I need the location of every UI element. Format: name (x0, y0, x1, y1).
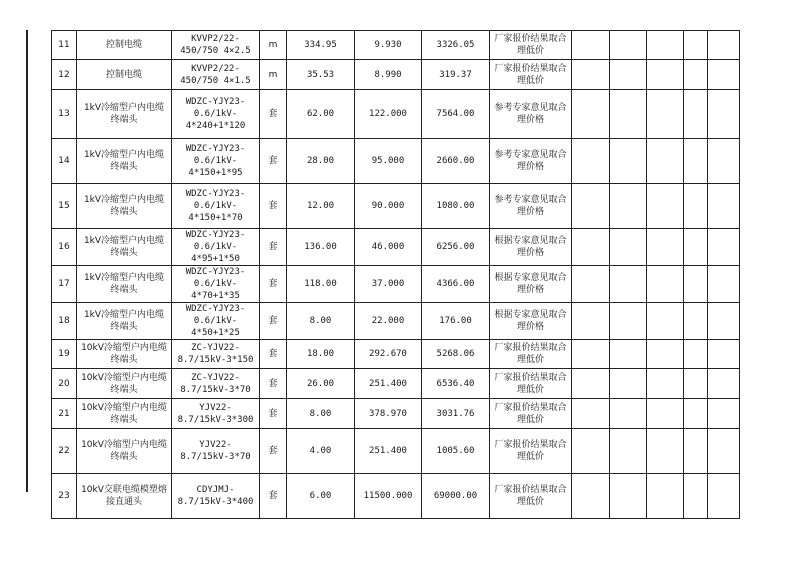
empty-cell (708, 139, 740, 184)
total-price: 7564.00 (422, 90, 490, 139)
price-table (51, 30, 740, 519)
price-basis: 根据专家意见取合理价格 (490, 266, 572, 303)
row-number: 20 (52, 369, 77, 399)
table-row (52, 303, 740, 340)
item-spec: WDZC-YJY23-0.6/1kV-4*95+1*50 (172, 229, 260, 266)
item-spec: WDZC-YJY23-0.6/1kV-4*240+1*120 (172, 90, 260, 139)
row-number: 17 (52, 266, 77, 303)
item-unit: 套 (260, 474, 287, 519)
empty-cell (684, 229, 708, 266)
empty-cell (708, 369, 740, 399)
total-price: 6256.00 (422, 229, 490, 266)
table-row (52, 399, 740, 429)
item-quantity: 8.00 (287, 303, 355, 340)
item-spec: ZC-YJV22-8.7/15kV-3*150 (172, 340, 260, 369)
price-basis: 厂家报价结果取合理低价 (490, 340, 572, 369)
item-unit: 套 (260, 184, 287, 229)
item-spec: YJV22-8.7/15kV-3*300 (172, 399, 260, 429)
empty-cell (647, 340, 684, 369)
empty-cell (684, 303, 708, 340)
row-number: 19 (52, 340, 77, 369)
item-name: 1kV冷缩型户内电缆终端头 (77, 139, 172, 184)
total-price: 1005.60 (422, 429, 490, 474)
empty-cell (572, 229, 610, 266)
total-price: 319.37 (422, 60, 490, 90)
empty-cell (684, 266, 708, 303)
item-quantity: 12.00 (287, 184, 355, 229)
item-quantity: 35.53 (287, 60, 355, 90)
empty-cell (647, 139, 684, 184)
table-row (52, 184, 740, 229)
price-basis: 根据专家意见取合理价格 (490, 303, 572, 340)
item-quantity: 62.00 (287, 90, 355, 139)
empty-cell (647, 474, 684, 519)
row-number: 11 (52, 31, 77, 60)
item-spec: CDYJMJ-8.7/15kV-3*400 (172, 474, 260, 519)
item-unit: 套 (260, 90, 287, 139)
empty-cell (572, 399, 610, 429)
unit-price: 251.400 (355, 429, 422, 474)
item-unit: 套 (260, 429, 287, 474)
total-price: 3326.05 (422, 31, 490, 60)
item-name: 10kV交联电缆模塑熔接直通头 (77, 474, 172, 519)
empty-cell (708, 429, 740, 474)
item-quantity: 28.00 (287, 139, 355, 184)
unit-price: 90.000 (355, 184, 422, 229)
price-basis: 厂家报价结果取合理低价 (490, 429, 572, 474)
row-number: 16 (52, 229, 77, 266)
table-row (52, 139, 740, 184)
empty-cell (572, 474, 610, 519)
item-spec: WDZC-YJY23-0.6/1kV-4*150+1*70 (172, 184, 260, 229)
row-number: 22 (52, 429, 77, 474)
empty-cell (610, 229, 647, 266)
unit-price: 46.000 (355, 229, 422, 266)
item-quantity: 136.00 (287, 229, 355, 266)
total-price: 5268.06 (422, 340, 490, 369)
row-number: 18 (52, 303, 77, 340)
table-row (52, 474, 740, 519)
empty-cell (572, 266, 610, 303)
total-price: 176.00 (422, 303, 490, 340)
empty-cell (610, 266, 647, 303)
empty-cell (610, 474, 647, 519)
empty-cell (572, 31, 610, 60)
empty-cell (610, 90, 647, 139)
total-price: 6536.40 (422, 369, 490, 399)
item-name: 控制电缆 (77, 31, 172, 60)
empty-cell (572, 184, 610, 229)
item-name: 10kV冷缩型户内电缆终端头 (77, 369, 172, 399)
row-number: 23 (52, 474, 77, 519)
empty-cell (610, 31, 647, 60)
item-name: 1kV冷缩型户内电缆终端头 (77, 90, 172, 139)
table-row (52, 429, 740, 474)
price-basis: 根据专家意见取合理价格 (490, 229, 572, 266)
item-name: 1kV冷缩型户内电缆终端头 (77, 266, 172, 303)
empty-cell (610, 184, 647, 229)
empty-cell (708, 90, 740, 139)
item-unit: m (260, 31, 287, 60)
empty-cell (647, 266, 684, 303)
price-basis: 参考专家意见取合理价格 (490, 90, 572, 139)
table-row (52, 369, 740, 399)
empty-cell (610, 429, 647, 474)
empty-cell (647, 60, 684, 90)
item-unit: 套 (260, 399, 287, 429)
item-spec: KVVP2/22-450/750 4×1.5 (172, 60, 260, 90)
row-number: 12 (52, 60, 77, 90)
table-row (52, 340, 740, 369)
empty-cell (684, 90, 708, 139)
empty-cell (708, 399, 740, 429)
item-quantity: 118.00 (287, 266, 355, 303)
price-basis: 厂家报价结果取合理低价 (490, 474, 572, 519)
item-spec: KVVP2/22-450/750 4×2.5 (172, 31, 260, 60)
empty-cell (610, 139, 647, 184)
item-quantity: 18.00 (287, 340, 355, 369)
empty-cell (708, 229, 740, 266)
item-unit: 套 (260, 340, 287, 369)
unit-price: 251.400 (355, 369, 422, 399)
unit-price: 9.930 (355, 31, 422, 60)
price-basis: 参考专家意见取合理价格 (490, 184, 572, 229)
row-number: 13 (52, 90, 77, 139)
empty-cell (708, 340, 740, 369)
empty-cell (647, 90, 684, 139)
empty-cell (647, 303, 684, 340)
unit-price: 22.000 (355, 303, 422, 340)
item-spec: ZC-YJV22-8.7/15kV-3*70 (172, 369, 260, 399)
empty-cell (572, 369, 610, 399)
empty-cell (610, 399, 647, 429)
empty-cell (684, 184, 708, 229)
empty-cell (708, 31, 740, 60)
total-price: 1080.00 (422, 184, 490, 229)
item-name: 1kV冷缩型户内电缆终端头 (77, 229, 172, 266)
total-price: 69000.00 (422, 474, 490, 519)
table-row (52, 266, 740, 303)
item-quantity: 4.00 (287, 429, 355, 474)
unit-price: 11500.000 (355, 474, 422, 519)
item-name: 控制电缆 (77, 60, 172, 90)
price-basis: 厂家报价结果取合理低价 (490, 399, 572, 429)
empty-cell (572, 90, 610, 139)
empty-cell (647, 31, 684, 60)
empty-cell (684, 474, 708, 519)
item-unit: 套 (260, 369, 287, 399)
empty-cell (708, 266, 740, 303)
item-unit: 套 (260, 303, 287, 340)
item-spec: YJV22-8.7/15kV-3*70 (172, 429, 260, 474)
item-quantity: 6.00 (287, 474, 355, 519)
row-number: 15 (52, 184, 77, 229)
empty-cell (572, 340, 610, 369)
item-unit: m (260, 60, 287, 90)
empty-cell (684, 139, 708, 184)
empty-cell (708, 474, 740, 519)
empty-cell (684, 369, 708, 399)
item-name: 10kV冷缩型户内电缆终端头 (77, 429, 172, 474)
item-name: 10kV冷缩型户内电缆终端头 (77, 399, 172, 429)
empty-cell (684, 340, 708, 369)
item-name: 10kV冷缩型户内电缆终端头 (77, 340, 172, 369)
empty-cell (647, 184, 684, 229)
empty-cell (572, 60, 610, 90)
item-spec: WDZC-YJY23-0.6/1kV-4*50+1*25 (172, 303, 260, 340)
table-row (52, 60, 740, 90)
price-basis: 厂家报价结果取合理低价 (490, 31, 572, 60)
empty-cell (572, 139, 610, 184)
empty-cell (572, 429, 610, 474)
item-name: 1kV冷缩型户内电缆终端头 (77, 184, 172, 229)
item-quantity: 334.95 (287, 31, 355, 60)
empty-cell (684, 60, 708, 90)
page-margin-line (26, 30, 28, 492)
item-unit: 套 (260, 139, 287, 184)
table-row (52, 90, 740, 139)
empty-cell (684, 399, 708, 429)
price-basis: 参考专家意见取合理价格 (490, 139, 572, 184)
empty-cell (647, 429, 684, 474)
item-unit: 套 (260, 266, 287, 303)
empty-cell (610, 369, 647, 399)
empty-cell (572, 303, 610, 340)
empty-cell (708, 303, 740, 340)
item-quantity: 26.00 (287, 369, 355, 399)
unit-price: 37.000 (355, 266, 422, 303)
total-price: 4366.00 (422, 266, 490, 303)
unit-price: 292.670 (355, 340, 422, 369)
empty-cell (684, 31, 708, 60)
unit-price: 8.990 (355, 60, 422, 90)
empty-cell (708, 184, 740, 229)
row-number: 21 (52, 399, 77, 429)
item-name: 1kV冷缩型户内电缆终端头 (77, 303, 172, 340)
empty-cell (708, 60, 740, 90)
unit-price: 122.000 (355, 90, 422, 139)
empty-cell (647, 399, 684, 429)
item-quantity: 8.00 (287, 399, 355, 429)
empty-cell (610, 303, 647, 340)
unit-price: 95.000 (355, 139, 422, 184)
row-number: 14 (52, 139, 77, 184)
table-row (52, 31, 740, 60)
price-basis: 厂家报价结果取合理低价 (490, 369, 572, 399)
total-price: 2660.00 (422, 139, 490, 184)
table-row (52, 229, 740, 266)
item-spec: WDZC-YJY23-0.6/1kV-4*150+1*95 (172, 139, 260, 184)
empty-cell (684, 429, 708, 474)
empty-cell (647, 229, 684, 266)
empty-cell (610, 340, 647, 369)
total-price: 3031.76 (422, 399, 490, 429)
price-basis: 厂家报价结果取合理低价 (490, 60, 572, 90)
unit-price: 378.970 (355, 399, 422, 429)
item-unit: 套 (260, 229, 287, 266)
empty-cell (647, 369, 684, 399)
item-spec: WDZC-YJY23-0.6/1kV-4*70+1*35 (172, 266, 260, 303)
empty-cell (610, 60, 647, 90)
